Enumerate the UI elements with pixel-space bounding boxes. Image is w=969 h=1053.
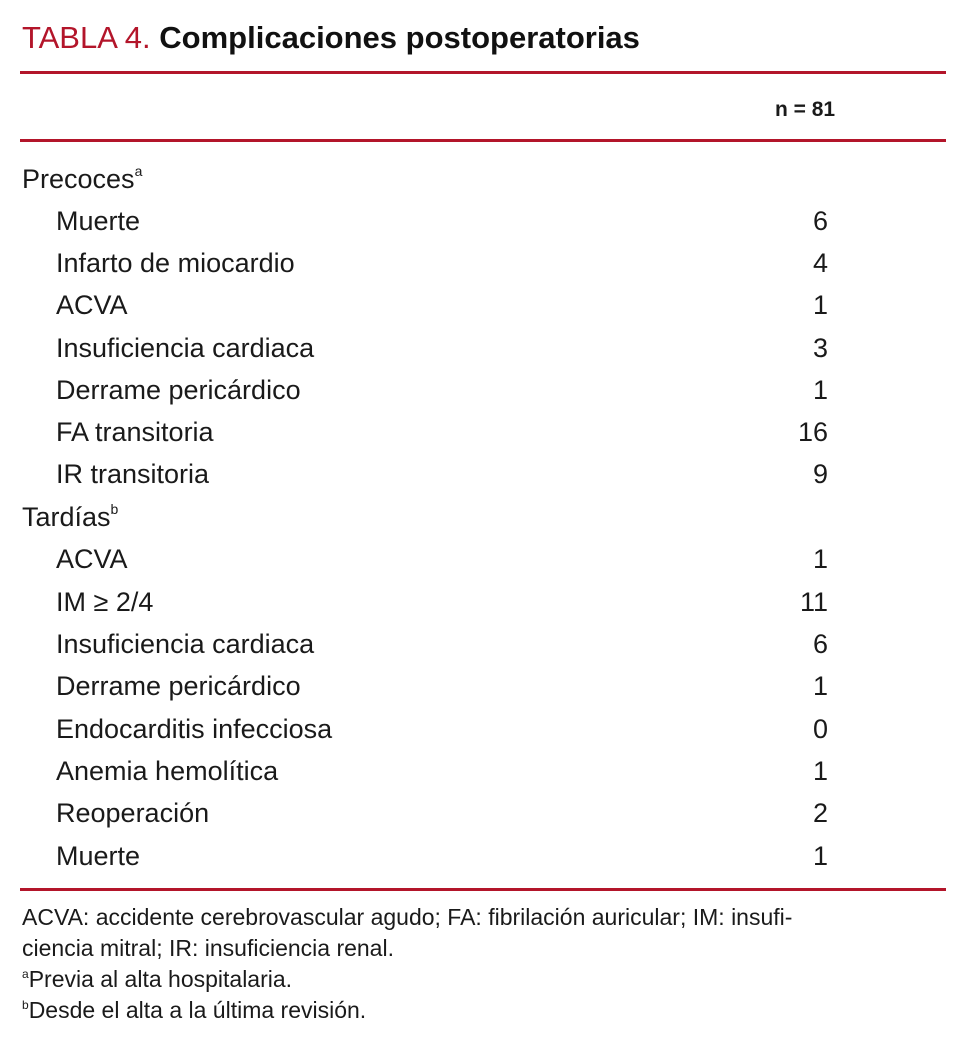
section-label: Precoces$^a$ bbox=[22, 163, 143, 194]
row-value: 1 bbox=[812, 671, 828, 701]
table-caption: Complicaciones postoperatorias bbox=[159, 20, 640, 55]
table-row bbox=[20, 453, 946, 495]
table-row bbox=[20, 750, 946, 792]
row-value: 0 bbox=[812, 714, 828, 744]
row-value: 2 bbox=[812, 798, 828, 828]
row-label: ACVA bbox=[56, 544, 128, 574]
table-row bbox=[20, 242, 946, 284]
row-label: Insuficiencia cardiaca bbox=[56, 333, 315, 363]
row-label: Insuficiencia cardiaca bbox=[56, 629, 315, 659]
table-row bbox=[20, 327, 946, 369]
top-rule bbox=[20, 71, 946, 74]
row-label: Derrame pericárdico bbox=[56, 375, 301, 405]
header-rule bbox=[20, 139, 946, 142]
row-label: Endocarditis infecciosa bbox=[56, 714, 333, 744]
row-value: 3 bbox=[812, 333, 828, 363]
table-row bbox=[20, 200, 946, 242]
row-label: Muerte bbox=[56, 841, 141, 871]
row-value: 1 bbox=[812, 290, 828, 320]
row-label: Anemia hemolítica bbox=[56, 756, 279, 786]
row-label: IR transitoria bbox=[56, 459, 210, 489]
table-row bbox=[20, 792, 946, 834]
row-label: Infarto de miocardio bbox=[56, 248, 295, 278]
footnote-a: $^a$Previa al alta hospitalaria. bbox=[22, 966, 293, 992]
footnote-marker: a bbox=[134, 163, 143, 179]
abbreviations-note: ACVA: accidente cerebrovascular agudo; FA: fibrilación auricular; IM: insufi- ciencia mitral; IR: insuficiencia renal. bbox=[22, 904, 793, 961]
row-label: FA transitoria bbox=[56, 417, 214, 447]
table-row bbox=[20, 665, 946, 707]
section-label: Tardías$^b$ bbox=[22, 501, 119, 532]
table-row bbox=[20, 581, 946, 623]
footnote-a-mark: a bbox=[22, 967, 29, 981]
row-value: 11 bbox=[799, 587, 828, 617]
column-header: n = 81 bbox=[774, 98, 836, 121]
row-value: 1 bbox=[812, 756, 828, 786]
table-row bbox=[20, 835, 946, 877]
table-notes bbox=[22, 902, 946, 1026]
row-value: 1 bbox=[812, 544, 828, 574]
row-label: Derrame pericárdico bbox=[56, 671, 301, 701]
row-value: 1 bbox=[812, 841, 828, 871]
table-row bbox=[20, 369, 946, 411]
table-row bbox=[20, 284, 946, 326]
table-row bbox=[20, 623, 946, 665]
table-row bbox=[20, 708, 946, 750]
footnote-b-mark: b bbox=[22, 998, 29, 1012]
row-value: 9 bbox=[812, 459, 828, 489]
row-value: 16 bbox=[797, 417, 828, 447]
table-label: TABLA 4. bbox=[22, 20, 151, 55]
footnote-b: $^b$Desde el alta a la última revisión. bbox=[22, 997, 367, 1023]
table-row bbox=[20, 538, 946, 580]
row-label: IM ≥ 2/4 bbox=[56, 587, 154, 617]
footnote-marker: b bbox=[110, 501, 119, 517]
section-row-tardias bbox=[20, 496, 946, 538]
row-label: ACVA bbox=[56, 290, 128, 320]
row-value: 6 bbox=[812, 206, 828, 236]
bottom-rule bbox=[20, 888, 946, 891]
row-label: Muerte bbox=[56, 206, 141, 236]
row-value: 1 bbox=[812, 375, 828, 405]
row-value: 4 bbox=[812, 248, 828, 278]
table-row bbox=[20, 411, 946, 453]
section-row-precoces bbox=[20, 158, 946, 200]
table-title bbox=[22, 16, 640, 60]
row-value: 6 bbox=[812, 629, 828, 659]
row-label: Reoperación bbox=[56, 798, 210, 828]
